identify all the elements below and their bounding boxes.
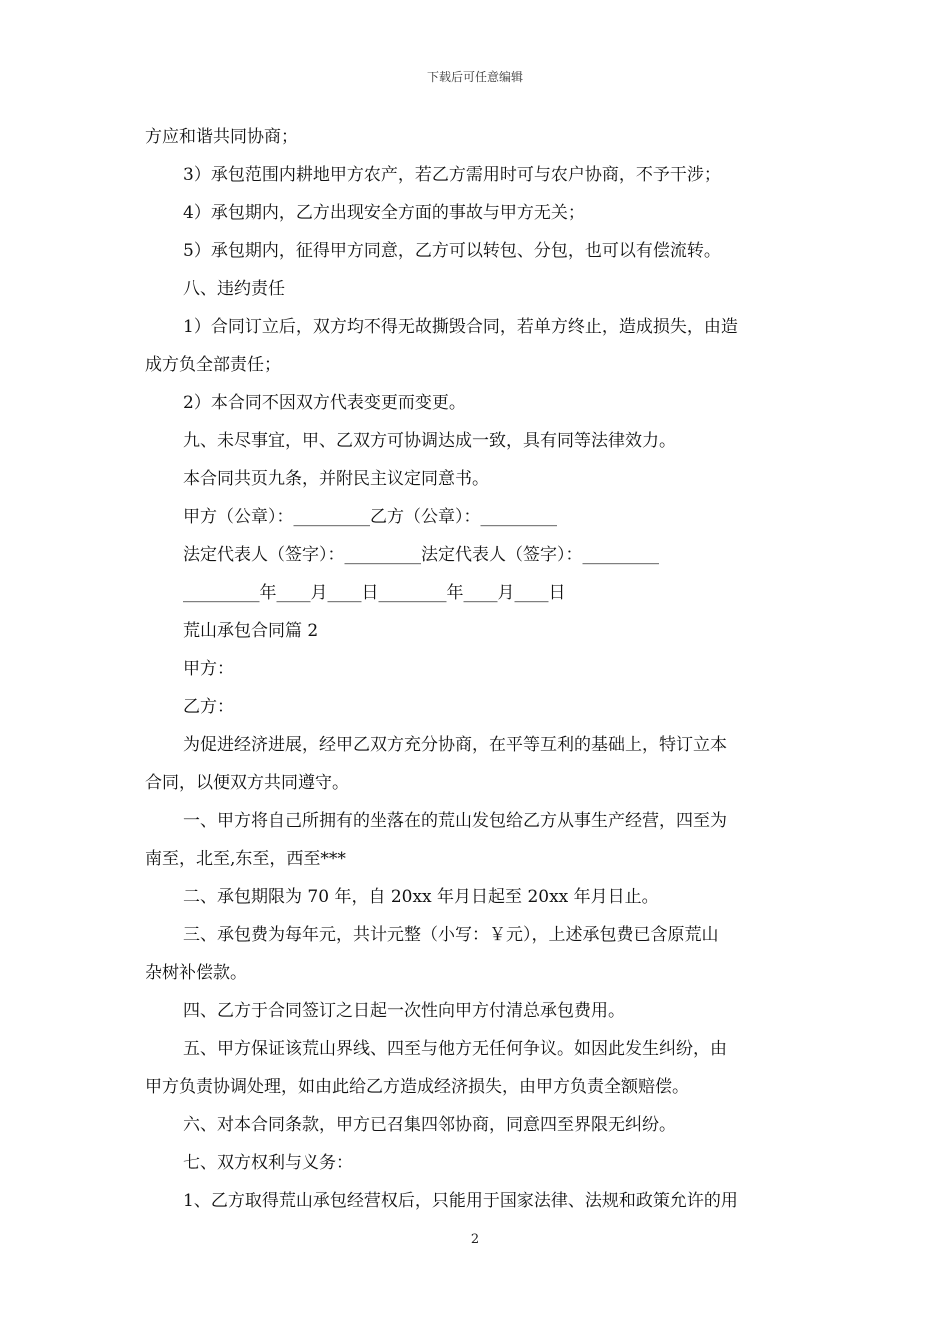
text-line: 方应和谐共同协商； bbox=[145, 127, 298, 147]
text-line: 合同，以便双方共同遵守。 bbox=[145, 773, 349, 793]
text-line: 六、对本合同条款，甲方已召集四邻协商，同意四至界限无纠纷。 bbox=[183, 1115, 676, 1135]
text-line: 法定代表人（签字）：_________法定代表人（签字）：_________ bbox=[183, 545, 659, 565]
page-number: 2 bbox=[470, 1232, 480, 1247]
text-line: 九、未尽事宜，甲、乙双方可协调达成一致，具有同等法律效力。 bbox=[183, 431, 676, 451]
document-body bbox=[145, 124, 810, 1226]
text-line: 5）承包期内，征得甲方同意，乙方可以转包、分包，也可以有偿流转。 bbox=[183, 241, 721, 261]
text-line: 南至，北至,东至，西至*** bbox=[145, 849, 346, 869]
text-line: _________年____月____日________年____月____日 bbox=[183, 583, 566, 603]
page-header: 下载后可任意编辑 bbox=[426, 70, 523, 84]
text-line: 本合同共页九条，并附民主议定同意书。 bbox=[183, 469, 489, 489]
text-line: 甲方负责协调处理，如由此给乙方造成经济损失，由甲方负责全额赔偿。 bbox=[145, 1077, 689, 1097]
text-line: 三、承包费为每年元，共计元整（小写：￥元），上述承包费已含原荒山 bbox=[183, 925, 719, 945]
text-line: 一、甲方将自己所拥有的坐落在的荒山发包给乙方从事生产经营，四至为 bbox=[183, 811, 727, 831]
text-line: 1、乙方取得荒山承包经营权后，只能用于国家法律、法规和政策允许的用 bbox=[183, 1191, 738, 1211]
text-line: 为促进经济进展，经甲乙双方充分协商，在平等互利的基础上，特订立本 bbox=[183, 735, 727, 755]
text-line: 二、承包期限为 70 年，自 20xx 年月日起至 20xx 年月日止。 bbox=[183, 887, 659, 907]
text-line: 荒山承包合同篇 2 bbox=[183, 621, 319, 641]
text-line: 4）承包期内，乙方出现安全方面的事故与甲方无关； bbox=[183, 203, 585, 223]
text-line: 2）本合同不因双方代表变更而变更。 bbox=[183, 393, 466, 413]
text-line: 四、乙方于合同签订之日起一次性向甲方付清总承包费用。 bbox=[183, 1001, 625, 1021]
text-line: 3）承包范围内耕地甲方农产，若乙方需用时可与农户协商，不予干涉； bbox=[183, 165, 721, 185]
text-line: 五、甲方保证该荒山界线、四至与他方无任何争议。如因此发生纠纷，由 bbox=[183, 1039, 727, 1059]
text-line: 八、违约责任 bbox=[183, 279, 285, 299]
text-line: 甲方： bbox=[183, 659, 234, 679]
text-line: 成方负全部责任； bbox=[145, 355, 281, 375]
text-line: 甲方（公章）：_________乙方（公章）：_________ bbox=[183, 507, 557, 527]
text-line: 1）合同订立后，双方均不得无故撕毁合同，若单方终止，造成损失，由造 bbox=[183, 317, 738, 337]
text-line: 乙方： bbox=[183, 697, 234, 717]
text-line: 七、双方权利与义务： bbox=[183, 1153, 353, 1173]
text-line: 杂树补偿款。 bbox=[145, 963, 247, 983]
